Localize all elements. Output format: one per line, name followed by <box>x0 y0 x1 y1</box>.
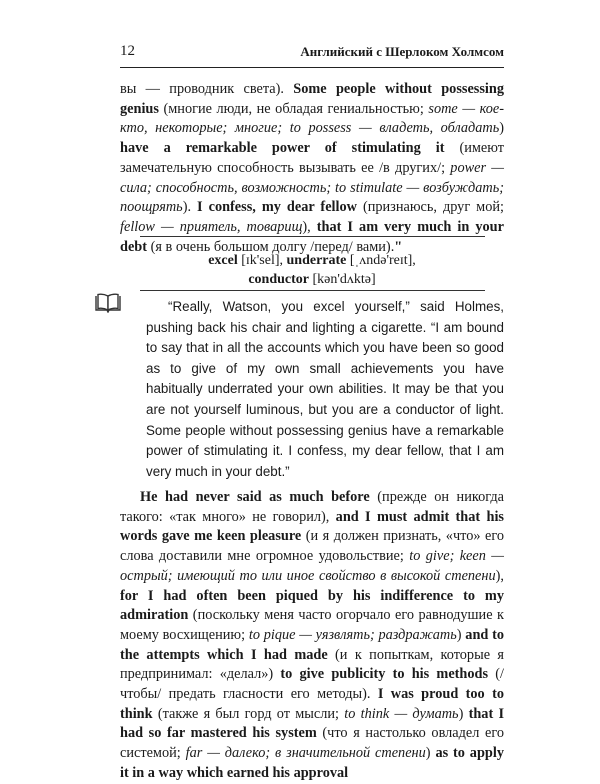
vocab-word: excel <box>208 253 238 268</box>
vocab-word: conductor <box>248 272 309 287</box>
vocabulary-box: excel [ɪk'sel], underrate [ˌʌndə'reɪt], conductor [kən'dʌktə] <box>208 253 416 287</box>
vocab-word: underrate <box>286 253 347 268</box>
separator-bottom <box>140 290 485 291</box>
original-english-passage: “Really, Watson, you excel yourself,” said Holmes, pushing back his chair and lighting a cigarette. “I am bound to say that in all the accounts which you have been so good as to give of my own small achievements you have habitually underrated your own abilities. It may be that you are not yourself luminous, but you are a conductor of light. Some people without possessing genius have a remarkable power of stimulating it. I confess, my dear fellow, that I am very much in your debt.” <box>146 299 504 479</box>
page-header <box>120 38 504 68</box>
open-book-icon <box>94 293 122 313</box>
running-title: Английский с Шерлоком Холмсом <box>300 44 504 59</box>
page-number: 12 <box>120 43 135 59</box>
separator-top <box>140 236 485 237</box>
header-rule <box>120 67 504 68</box>
commentary-paragraph-1: вы — проводник света). Some people without possessing genius (многие люди, не обладая гениальностью; some — кое-кто, некоторые; многие; to possess — владеть, обладать) have a remarkable power of stimulating it (имеют замечательную способность вызывать ее /в других/; power — сила; способность, возможность; to stimulate — возбуждать; поощрять). I confess, my dear fellow (признаюсь, друг мой; fellow — приятель, товарищ), that I am very much in your debt (я в очень большом долгу /перед/ вами)." <box>120 81 505 255</box>
commentary-paragraph-2: He had never said as much before (прежде он никогда такого: «так много» не говорил), and I must admit that his words gave me keen pleasure (и я должен признать, «что» его слова доставили мне огромное удовольствие; to give; keen — острый; имеющий то или иное свойство в высокой степени), for I had often been piqued by his indifference to my admiration (поскольку меня часто огорчало его равнодушие к моему восхищению; to pique — уязвлять; раздражать) and to the attempts which I had made (и к попыткам, которые я предпринимал: «делал») to give publicity to his methods (/чтобы/ предать гласности его методы). I was proud too to think (также я был горд от мысли; to think — думать) that I had so far mastered his system (что я настолько овладел его системой; far — далеко; в значительной степени) as to apply it in a way which earned his approval <box>120 489 505 781</box>
